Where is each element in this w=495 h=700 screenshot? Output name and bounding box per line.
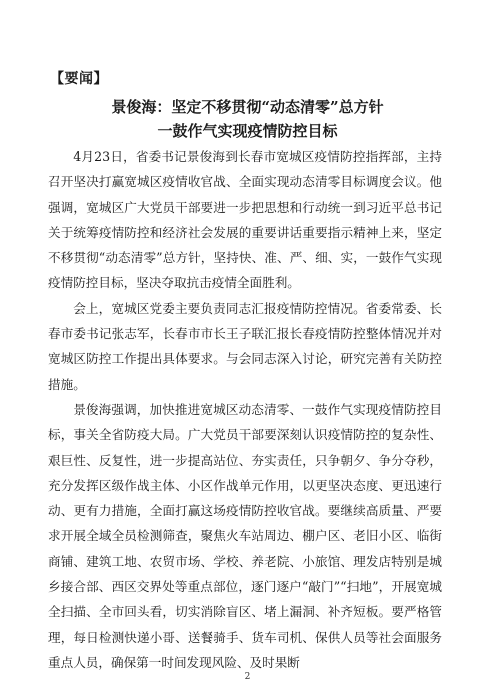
headline-line-1: 景俊海：坚定不移贯彻“动态清零”总方针 [111, 98, 384, 116]
article-body [48, 144, 442, 675]
headline-line-2: 一鼓作气实现疫情防控目标 [157, 122, 338, 140]
paragraph-1: 4月23日，省委书记景俊海到长春市宽城区疫情防控指挥部，主持召开坚决打赢宽城区疫情收官战、全面实现动态清零目标调度会议。他强调，宽城区广大党员干部要进一步把思想和行动统一到习近平总书记关于统筹疫情防控和经济社会发展的重要讲话重要指示精神上来，坚定不移贯彻“动态清零”总方针，坚持快、准、严、细、实，一鼓作气实现疫情防控目标，坚决夺取抗击疫情全面胜利。 [48, 149, 442, 291]
paragraph-2: 会上，宽城区党委主要负责同志汇报疫情防控情况。省委常委、长春市委书记张志军，长春市市长王子联汇报长春疫情防控整体情况并对宽城区防控工作提出具体要求。与会同志深入讨论，研究完善有关防控措施。 [48, 300, 442, 392]
page-number: 2 [244, 672, 251, 682]
section-tag: 【要闻】 [50, 71, 108, 87]
paragraph-3: 景俊海强调，加快推进宽城区动态清零、一鼓作气实现疫情防控目标，事关全省防疫大局。广大党员干部要深刻认识疫情防控的复杂性、艰巨性、反复性，进一步提高站位、夯实责任，只争朝夕、争分夺秒，充分发挥区级作战主体、小区作战单元作用，以更坚决态度、更迅速行动、更有力措施，全面打赢这场疫情防控收官战。要继续高质量、严要求开展全域全员检测筛查，聚焦火车站周边、棚户区、老旧小区、临街商铺、建筑工地、农贸市场、学校、养老院、小旅馆、理发店特别是城乡接合部、西区交界处等重点部位，逐门逐户“敲门”“扫地”，开展宽城全扫描、全市回头看，切实消除盲区、堵上漏洞、补齐短板。要严格管理，每日检测快递小哥、送餐骑手、货车司机、保供人员等社会面服务重点人员，确保第一时间发现风险、及时果断 [48, 401, 442, 670]
